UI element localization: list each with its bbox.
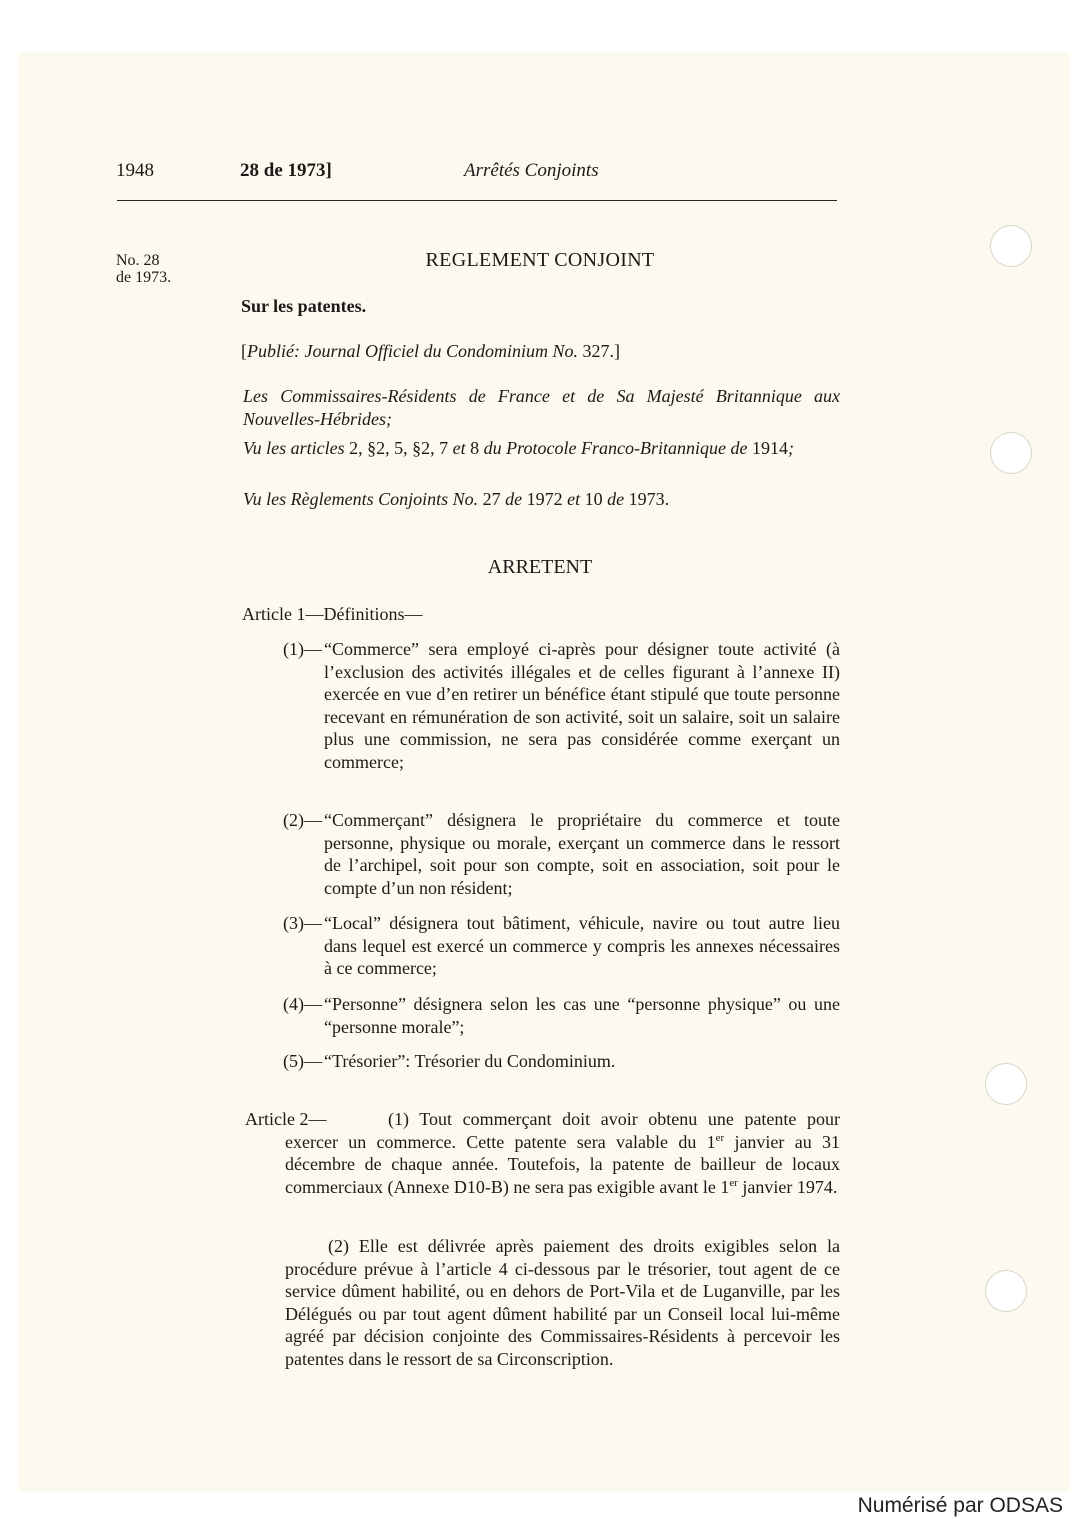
arretent-heading: ARRETENT	[487, 556, 593, 578]
vu-number: 8	[465, 438, 484, 458]
publication-source: Publié: Journal Officiel du Condominium No.	[247, 341, 578, 361]
publication-bracket: [	[241, 341, 247, 361]
article-2-heading: Article 2—	[245, 1109, 327, 1129]
vu-number: 1972	[522, 489, 568, 509]
definition-5-text: “Trésorier”: Trésorier du Condominium.	[324, 1051, 616, 1071]
vu-text: et	[452, 438, 466, 458]
vu-number: 2, §2, 5, §2, 7	[344, 438, 453, 458]
margin-note-line-2: de 1973.	[116, 269, 172, 286]
definition-3-number: (3)—	[283, 913, 322, 933]
vu-text: ;	[787, 438, 794, 458]
article-2-paragraph-2: (2) Elle est délivrée après paiement des droits exigibles selon la procédure prévue à l’article 4 ci-dessous par le trésorier, tout agent de ce service dûment habilité, ou en dehors de Port-Vila et de Luganville, par les Délégués ou par tout agent dûment habilité par un Conseil local lui-même agréé par décision conjointe des Commissaires-Résidents à percevoir les patentes dans le ressort de sa Circonscription.	[285, 1236, 840, 1369]
vu-number: 1914	[747, 438, 788, 458]
definition-1-text: “Commerce” sera employé ci-après pour désigner toute activité (à l’exclusion des activités illégales et de celles figurant à l’annexe II) exercée en vue d’en retirer un bénéfice étant stipulé que toute personne recevant en rémunération de son activité, soit un salaire, soit un salaire plus une commission, ne sera pas considérée comme exerçant un commerce;	[324, 639, 840, 772]
publication-note	[241, 341, 620, 362]
punch-hole-3	[985, 1063, 1027, 1105]
definition-5-number: (5)—	[283, 1051, 322, 1071]
vu-number: 1973.	[624, 489, 670, 509]
superscript: er	[729, 1176, 738, 1189]
publication-number: 327.]	[577, 341, 620, 361]
paragraph-text: janvier 1974.	[737, 1176, 838, 1197]
preamble-vu-reglements	[243, 488, 669, 511]
digitization-credit: Numérisé par ODSAS	[857, 1494, 1063, 1517]
vu-text: de	[607, 489, 625, 509]
margin-note	[116, 252, 171, 286]
page-number: 1948	[116, 160, 154, 181]
vu-number: 10	[580, 489, 608, 509]
vu-text: Vu les articles	[243, 438, 345, 458]
definition-4-text: “Personne” désignera selon les cas une “personne physique” ou une “personne morale”;	[324, 994, 840, 1037]
definition-4-number: (4)—	[283, 994, 322, 1014]
running-title: Arrêtés Conjoints	[464, 160, 599, 181]
definition-3-text: “Local” désignera tout bâtiment, véhicule, navire ou tout autre lieu dans lequel est exercé un commerce y compris les annexes nécessaires à ce commerce;	[324, 913, 840, 979]
vu-text: et	[567, 489, 581, 509]
punch-hole-2	[990, 432, 1032, 474]
header-reference: 28 de 1973]	[240, 160, 332, 181]
punch-hole-1	[990, 225, 1032, 267]
article-2-paragraph-1	[285, 1108, 840, 1198]
paragraph-text: janvier au 31 décembre de chaque année. Toutefois, la patente de bailleur de locaux commerciaux (Annexe D10-B) ne sera pas exigible avant le 1	[285, 1131, 840, 1197]
definition-2-number: (2)—	[283, 810, 322, 830]
definition-2-text: “Commerçant” désignera le propriétaire du commerce et toute personne, physique ou morale, exerçant un commerce dans le ressort de l’archipel, soit pour son compte, soit en association, soit pour le compte d’un non résident;	[324, 810, 840, 898]
vu-text: Vu les Règlements Conjoints No.	[243, 489, 479, 509]
superscript: er	[715, 1131, 725, 1144]
punch-hole-4	[985, 1270, 1027, 1312]
vu-text: du Protocole Franco-Britannique de	[483, 438, 748, 458]
header-rule	[117, 200, 837, 201]
preamble-commissioners: Les Commissaires-Résidents de France et de Sa Majesté Britannique aux Nouvelles-Hébrides;	[243, 386, 840, 429]
subject-line: Sur les patentes.	[241, 296, 367, 316]
preamble-vu-articles	[243, 437, 840, 460]
vu-number: 27	[478, 489, 506, 509]
document-title: REGLEMENT CONJOINT	[425, 249, 655, 271]
margin-note-line-1: No. 28	[116, 252, 160, 269]
definition-1-number: (1)—	[283, 639, 322, 659]
article-1-heading: Article 1—Définitions—	[242, 604, 423, 624]
vu-text: de	[505, 489, 523, 509]
paragraph-text: (1) Tout commerçant doit avoir obtenu une patente pour exercer un commerce. Cette patente sera valable du 1	[285, 1109, 840, 1152]
